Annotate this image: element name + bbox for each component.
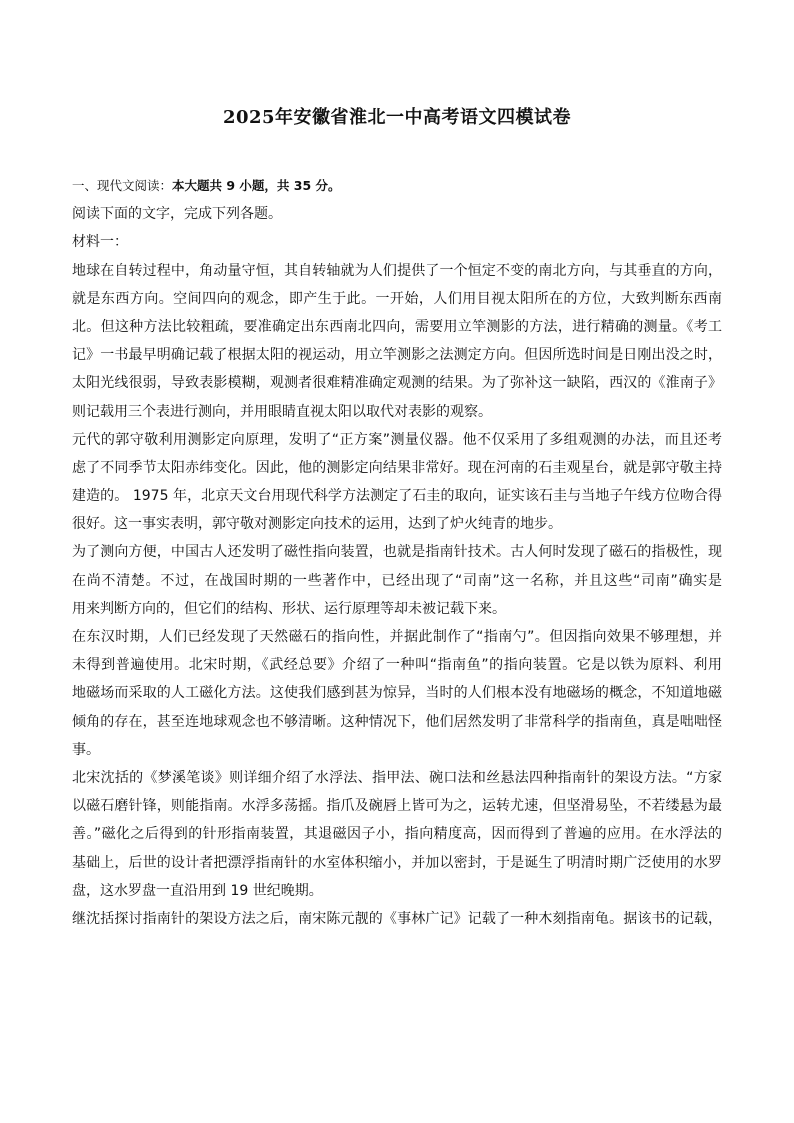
paragraph-line: 为了测向方便，中国古人还发明了磁性指向装置，也就是指南针技术。古人何时发现了磁石的指极性，现 — [72, 544, 722, 561]
paragraph-line: 建造的。 1975 年，北京天文台用现代科学方法测定了石圭的取向，证实该石圭与当地子午线方位吻合得 — [72, 488, 722, 505]
paragraph-line: 记》一书最早明确记载了根据太阳的视运动，用立竿测影之法测定方向。但因所选时间是日刚出没之时， — [72, 347, 722, 364]
document-body — [72, 172, 722, 933]
paragraph-line: 未得到普遍使用。北宋时期，《武经总要》介绍了一种叫“指南鱼”的指向装置。它是以铁为原料、利用 — [72, 657, 722, 674]
paragraph-line: 就是东西方向。空间四向的观念，即产生于此。一开始，人们用目视太阳所在的方位，大致判断东西南 — [72, 290, 722, 307]
paragraph-line: 事。 — [72, 741, 100, 758]
section-heading — [72, 172, 722, 200]
paragraph-line: 在尚不清楚。不过，在战国时期的一些著作中，已经出现了“司南”这一名称，并且这些“司南”确实是 — [72, 572, 722, 589]
paragraph-line: 基础上，后世的设计者把漂浮指南针的水室体积缩小，并加以密封，于是诞生了明清时期广泛使用的水罗 — [72, 854, 722, 871]
paragraph-line: 则记载用三个表进行测向，并用眼睛直视太阳以取代对表影的观察。 — [72, 403, 492, 420]
paragraph-line: 元代的郭守敬利用测影定向原理，发明了“正方案”测量仪器。他不仅采用了多组观测的办法，而且还考 — [72, 431, 722, 448]
instruction-text: 阅读下面的文字，完成下列各题。 — [72, 206, 282, 223]
page-title: 2025年安徽省淮北一中高考语文四模试卷 — [222, 107, 572, 128]
paragraph-line: 很好。这一事实表明，郭守敬对测影定向技术的运用，达到了炉火纯青的地步。 — [72, 516, 562, 533]
paragraph-line: 善。”磁化之后得到的针形指南装置，其退磁因子小，指向精度高，因而得到了普遍的应用。在水浮法的 — [72, 826, 722, 843]
paragraph-line: 用来判断方向的，但它们的结构、形状、运行原理等却未被记载下来。 — [72, 600, 506, 617]
paragraph-line: 在东汉时期，人们已经发现了天然磁石的指向性，并据此制作了“指南勺”。但因指向效果不够理想，并 — [72, 629, 722, 645]
paragraph-line: 地球在自转过程中，角动量守恒，其自转轴就为人们提供了一个恒定不变的南北方向，与其垂直的方向， — [72, 262, 722, 279]
paragraph-line: 北。但这种方法比较粗疏，要准确定出东西南北四向，需要用立竿测影的方法，进行精确的测量。《考工 — [72, 318, 722, 335]
paragraph-line: 倾角的存在，甚至连地球观念也不够清晰。这种情况下，他们居然发明了非常科学的指南鱼，真是咄咄怪 — [72, 713, 722, 730]
paragraph-line: 盘，这水罗盘一直沿用到 19 世纪晚期。 — [72, 882, 323, 899]
section-prefix: 一、现代文阅读： — [72, 178, 173, 193]
paragraph-line: 虑了不同季节太阳赤纬变化。因此，他的测影定向结果非常好。现在河南的石圭观星台，就是郭守敬主持 — [72, 459, 722, 476]
section-bold-text: 本大题共 9 小题，共 35 分。 — [172, 178, 341, 193]
paragraph-line: 地磁场而采取的人工磁化方法。这使我们感到甚为惊异，当时的人们根本没有地磁场的概念，不知道地磁 — [72, 685, 722, 702]
paragraph-line: 以磁石磨针锋，则能指南。水浮多荡摇。指爪及碗唇上皆可为之，运转尤速，但坚滑易坠，不若缕悬为最 — [72, 798, 722, 815]
paragraph-line: 太阳光线很弱，导致表影模糊，观测者很难精准确定观测的结果。为了弥补这一缺陷，西汉的《淮南子》 — [72, 375, 722, 392]
paragraph-line: 北宋沈括的《梦溪笔谈》则详细介绍了水浮法、指甲法、碗口法和丝悬法四种指南针的架设方法。“方家 — [72, 769, 722, 786]
paragraph-line: 继沈括探讨指南针的架设方法之后，南宋陈元靓的《事林广记》记载了一种木刻指南龟。据该书的记载， — [72, 910, 722, 927]
material-label: 材料一： — [72, 234, 128, 251]
